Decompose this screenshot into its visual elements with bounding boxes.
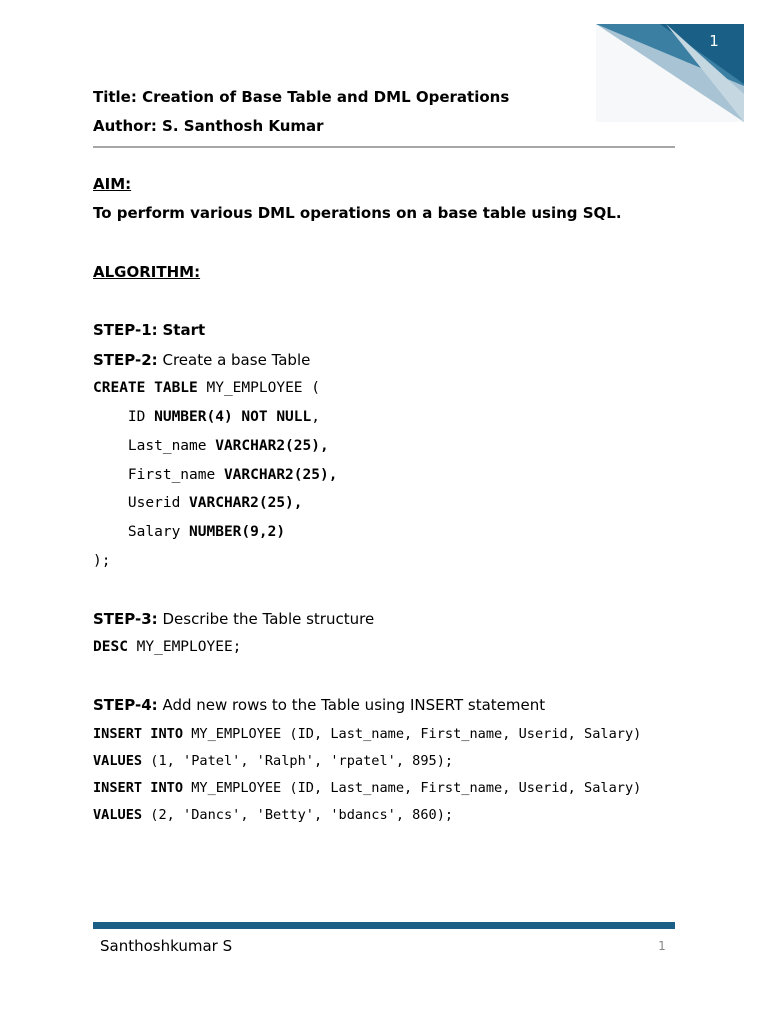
sql-column-line xyxy=(93,494,303,512)
sql-text: Salary xyxy=(93,524,190,540)
step-text: Describe the Table structure xyxy=(162,610,375,628)
sql-keyword: VARCHAR2(25), xyxy=(215,438,329,454)
sql-text: MY_EMPLOYEE (ID, Last_name, First_name, Userid, Salary) xyxy=(183,726,642,742)
sql-close-line: ); xyxy=(93,553,111,569)
sql-keyword: VARCHAR2(25), xyxy=(223,467,338,483)
step-label: STEP-2: xyxy=(93,351,158,369)
sql-text: ID xyxy=(93,409,155,425)
sql-text: Userid xyxy=(93,495,190,511)
document-title: Title: Creation of Base Table and DML Operations xyxy=(93,88,510,106)
sql-values-line xyxy=(93,806,453,824)
step-text: Add new rows to the Table using INSERT statement xyxy=(162,696,546,714)
sql-keyword: VARCHAR2(25), xyxy=(189,495,303,511)
footer-author: Santhoshkumar S xyxy=(100,937,233,955)
sql-keyword: VALUES xyxy=(93,807,143,823)
footer-bar xyxy=(93,922,675,929)
step-2 xyxy=(93,351,310,369)
step-text: Create a base Table xyxy=(162,351,311,369)
step-4 xyxy=(93,696,545,714)
sql-text: (2, 'Dancs', 'Betty', 'bdancs', 860); xyxy=(142,807,454,823)
sql-text: MY_EMPLOYEE; xyxy=(127,639,242,655)
step-1 xyxy=(93,321,205,339)
sql-column-line xyxy=(93,523,285,541)
sql-text: First_name xyxy=(93,467,224,483)
document-author: Author: S. Santhosh Kumar xyxy=(93,117,324,135)
sql-keyword: VALUES xyxy=(93,753,143,769)
sql-text: MY_EMPLOYEE (ID, Last_name, First_name, Userid, Salary) xyxy=(183,780,642,796)
sql-keyword: NUMBER(9,2) xyxy=(189,524,286,540)
sql-keyword: NUMBER(4) NOT NULL xyxy=(154,409,312,425)
sql-values-line xyxy=(93,752,453,770)
sql-insert-line xyxy=(93,779,641,797)
sql-text: MY_EMPLOYEE ( xyxy=(197,380,320,396)
sql-desc-line xyxy=(93,638,241,656)
step-text: Start xyxy=(162,321,206,339)
sql-keyword: INSERT INTO xyxy=(93,780,184,796)
step-3 xyxy=(93,610,374,628)
sql-column-line xyxy=(93,437,329,455)
sql-text: Last_name xyxy=(93,438,216,454)
aim-text: To perform various DML operations on a base table using SQL. xyxy=(93,204,622,222)
sql-keyword: INSERT INTO xyxy=(93,726,184,742)
sql-create-line xyxy=(93,379,320,397)
sql-text: (1, 'Patel', 'Ralph', 'rpatel', 895); xyxy=(142,753,454,769)
step-label: STEP-4: xyxy=(93,696,158,714)
step-label: STEP-3: xyxy=(93,610,158,628)
sql-column-line xyxy=(93,466,337,484)
sql-text: , xyxy=(311,409,320,425)
footer-page-number: 1 xyxy=(658,939,666,953)
algorithm-heading: ALGORITHM: xyxy=(93,263,201,281)
sql-keyword: CREATE TABLE xyxy=(93,380,198,396)
sql-keyword: DESC xyxy=(93,639,128,655)
step-label: STEP-1: xyxy=(93,321,158,339)
aim-heading: AIM: xyxy=(93,175,132,193)
sql-insert-line xyxy=(93,725,641,743)
header-divider xyxy=(93,146,675,148)
sql-column-line xyxy=(93,408,320,426)
header-page-number: 1 xyxy=(709,32,719,50)
